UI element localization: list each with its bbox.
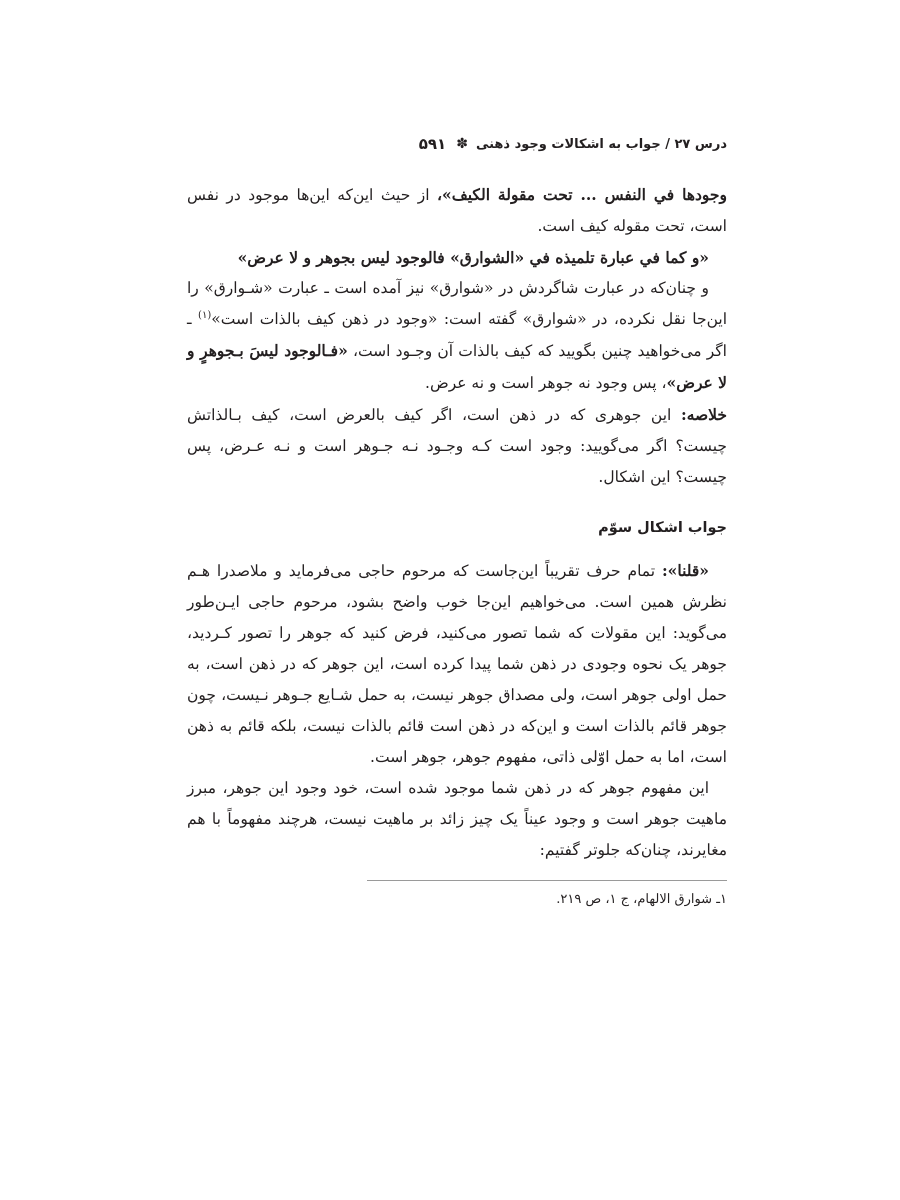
paragraph-2-continuation: ـ اگر می‌خواهید چنین بگویید که کیف بالذات آن وجـود است، xyxy=(187,310,727,360)
page-body xyxy=(187,179,727,911)
paragraph-1 xyxy=(187,179,727,242)
paragraph-1-bold: وجودها في النفس ... تحت مقولة الكيف»، xyxy=(437,185,727,204)
paragraph-2 xyxy=(187,273,727,399)
paragraph-3-text: این جوهری که در ذهن است، اگر کیف بالعرض است، کیف بـالذاتش چیست؟ اگر می‌گویید: وجود است کـه وجـود نـه جـوهر است و نـه عـرض، پس چیست؟ این اشکال. xyxy=(187,406,727,486)
paragraph-2-text: و چنان‌که در عبارت شاگردش در «شوارق» نیز آمده است ـ عبارت «شـوارق» را این‌جا نقل نکرده، در «شوارق» گفته است: «وجود در ذهن کیف بالذات است» xyxy=(187,279,728,328)
paragraph-5: این مفهوم جوهر که در ذهن شما موجود شده است، خود وجود این جوهر، مبرز ماهیت جوهر است و وجود عیناً یک چیز زائد بر ماهیت نیست، هرچند مفهوماً با هم مغایرند، چنان‌که جلوتر گفتیم: xyxy=(187,779,727,859)
paragraph-4 xyxy=(187,555,727,773)
summary-label: خلاصه: xyxy=(680,405,727,424)
paragraph-2-end: ، پس وجود نه جوهر است و نه عرض. xyxy=(425,374,667,392)
paragraph-4-text: تمام حرف تقریباً این‌جاست که مرحوم حاجی می‌فرماید و ملاصدرا هـم نظرش همین است. می‌خواهیم این‌جا خوب واضح بشود، مرحوم حاجی ایـن‌طور می‌گوید: این مقولات که شما تصور می‌کنید، فرض کنید که جوهر را تصور کـردید، جوهر یک نحوه وجودی در ذهن شما پیدا کرده است، این جوهر که در ذهن است، به حمل اولی جوهر است، ولی مصداق جوهر نیست، به حمل شـایع جـوهر نـیست، چون جوهر قائم بالذات است و این‌که در ذهن است قائم بالذات نیست، بلکه قائم به ذهن است، اما به حمل اوّلی ذاتی، مفهوم جوهر، جوهر است. xyxy=(187,562,727,766)
footnote: ۱ـ شوارق الالهام، ج ۱، ص ۲۱۹. xyxy=(556,892,727,907)
ornament-icon: ✽ xyxy=(456,136,468,152)
book-page xyxy=(187,133,727,911)
page-number: ۵۹۱ xyxy=(418,135,447,153)
arabic-quote: «و كما في عبارة تلميذه في «الشوارق» فالوجود ليس بجوهر و لا عرض» xyxy=(237,248,709,267)
running-head-title: درس ۲۷ / جواب به اشکالات وجود ذهنی xyxy=(475,136,727,152)
footnote-divider xyxy=(367,880,727,881)
paragraph-1-text: از حیث این‌که این‌ها موجود در نفس است، تحت مقوله کیف است. xyxy=(187,186,727,235)
section-heading: جواب اشکال سوّم xyxy=(598,520,727,536)
running-head xyxy=(187,133,727,155)
footnote-marker[interactable]: (۱) xyxy=(198,309,212,321)
paragraph-2-bold: «فـالوجود ليسَ بـجوهرٍ و لا عرض» xyxy=(187,341,727,392)
paragraph-3 xyxy=(187,399,727,493)
paragraph-4-bold: «قلنا»: xyxy=(661,561,709,580)
